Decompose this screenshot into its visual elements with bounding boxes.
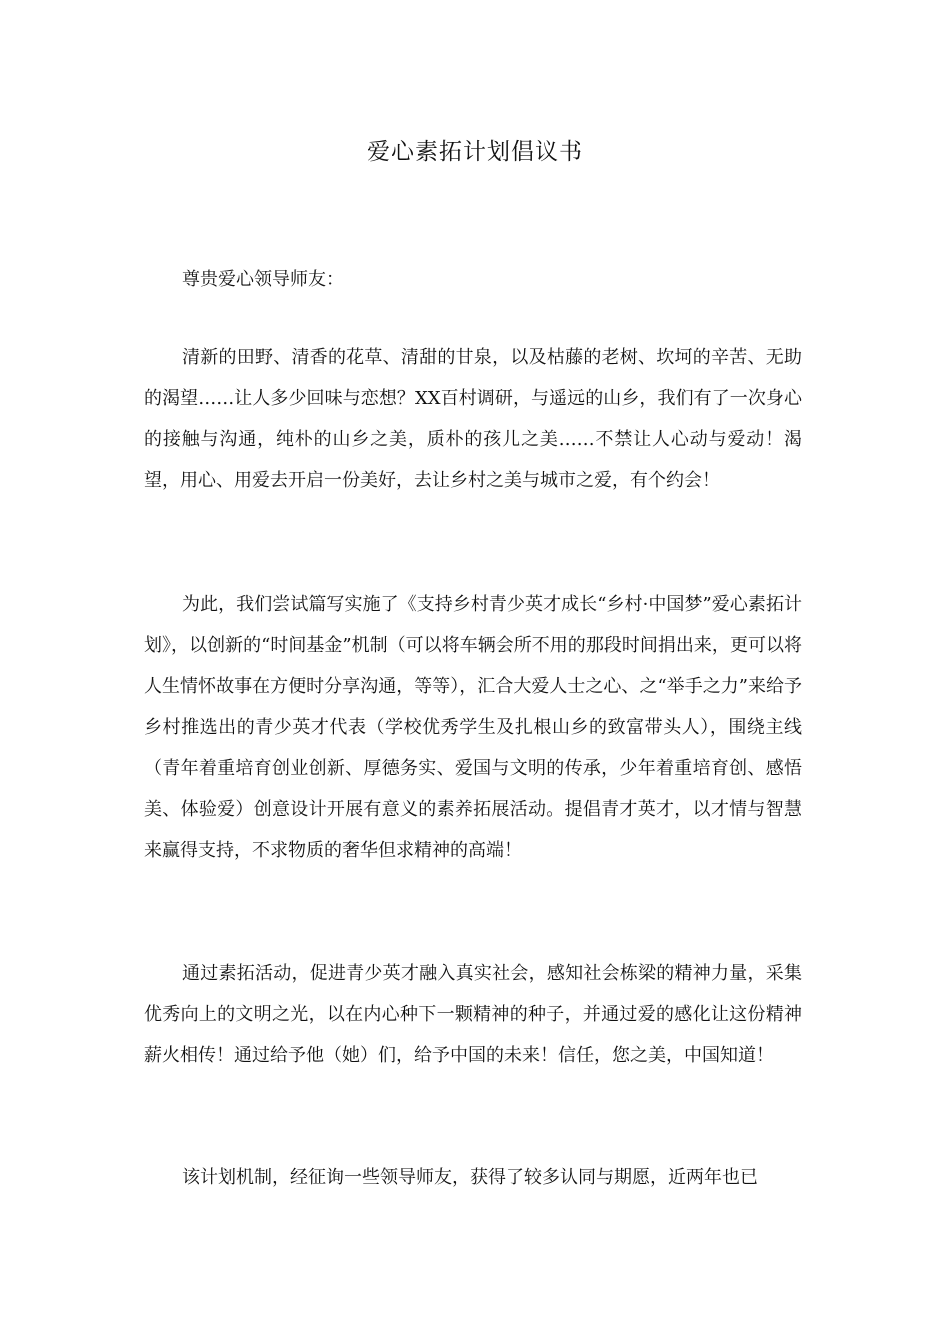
paragraph: 清新的田野、清香的花草、清甜的甘泉，以及枯藤的老树、坎坷的辛苦、无助的渴望……让人多少回味与恋想？XX百村调研，与遥远的山乡，我们有了一次身心的接触与沟通，纯朴的山乡之美，质朴的孩儿之美……不禁让人心动与爱动！渴望，用心、用爱去开启一份美好，去让乡村之美与城市之爱，有个约会！ <box>144 347 802 491</box>
paragraph: 通过素拓活动，促进青少英才融入真实社会，感知社会栋梁的精神力量，采集优秀向上的文明之光，以在内心种下一颗精神的种子，并通过爱的感化让这份精神薪火相传！通过给予他（她）们，给予中国的未来！信任，您之美，中国知道！ <box>144 963 802 1066</box>
paragraph: 该计划机制，经征询一些领导师友，获得了较多认同与期愿，近两年也已 <box>182 1167 758 1188</box>
paragraph: 为此，我们尝试篇写实施了《支持乡村青少英才成长“乡村·中国梦”爱心素拓计划》，以创新的“时间基金”机制（可以将车辆会所不用的那段时间捐出来，更可以将人生情怀故事在方便时分享沟通，等等），汇合大爱人士之心、之“举手之力”来给予乡村推选出的青少英才代表（学校优秀学生及扎根山乡的致富带头人），围绕主线（青年着重培育创业创新、厚德务实、爱国与文明的传承，少年着重培育创、感悟美、体验爱）创意设计开展有意义的素养拓展活动。提倡青才英才，以才情与智慧来赢得支持，不求物质的奢华但求精神的高端！ <box>144 594 802 861</box>
document-title: 爱心素拓计划倡议书 <box>367 139 583 165</box>
salutation: 尊贵爱心领导师友： <box>182 269 344 290</box>
